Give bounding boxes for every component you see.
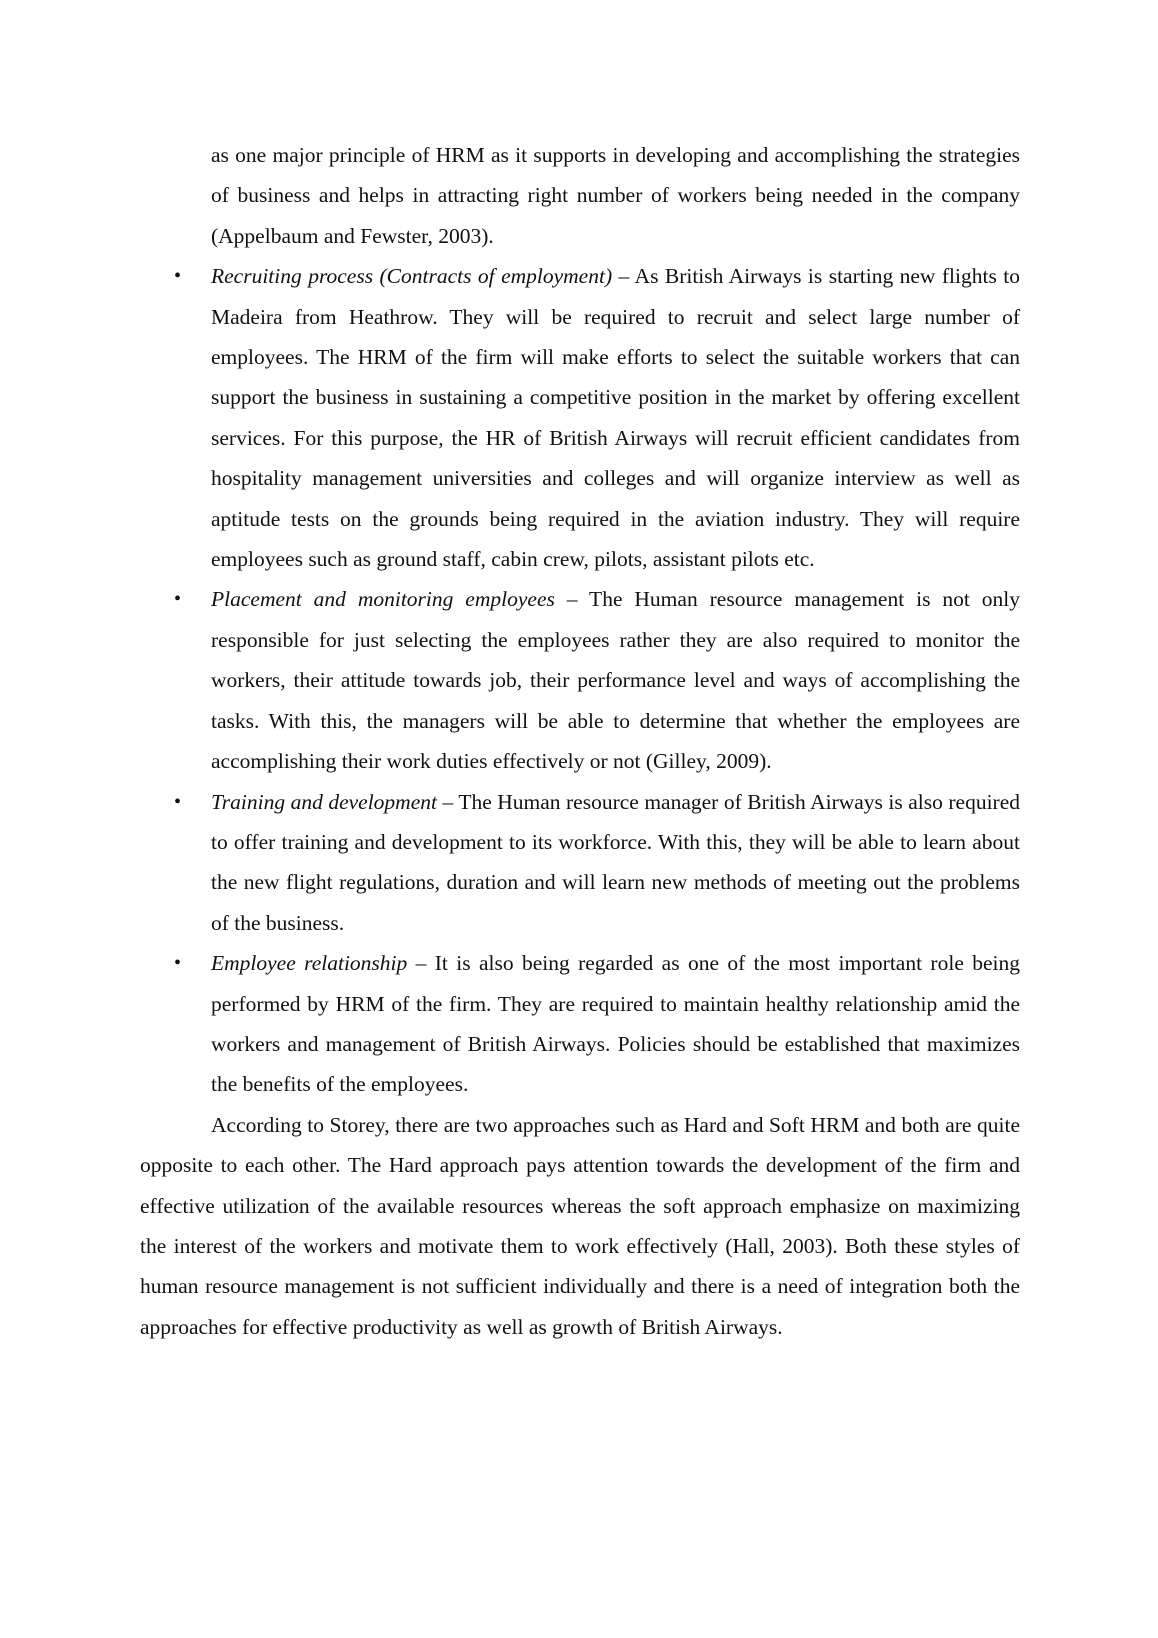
bullet-text: – It is also being regarded as one of the most important role being performed by HRM of the firm. They are required to maintain healthy relationship amid the workers and management of British Airways. Policies should be established that maximizes the benefits of the employees. [211,951,1020,1097]
bullet-icon: • [174,588,182,611]
bullet-icon: • [174,952,182,975]
bullet-term: Recruiting process (Contracts of employment) [211,264,613,289]
bullet-text: – As British Airways is starting new flights to Madeira from Heathrow. They will be required to recruit and select large number of employees. The HRM of the firm will make efforts to select the suitable workers that can support the business in sustaining a competitive position in the market by offering excellent services. For this purpose, the HR of British Airways will recruit efficient candidates from hospitality management universities and colleges and will organize interview as well as aptitude tests on the grounds being required in the aviation industry. They will require employees such as ground staff, cabin crew, pilots, assistant pilots etc. [211,264,1020,572]
bullet-icon: • [174,790,182,813]
list-item [140,256,1020,579]
continuation-paragraph: as one major principle of HRM as it supports in developing and accomplishing the strategies of business and helps in attracting right number of workers being needed in the company (Appelbaum and Fewster, 2003). [211,143,1020,248]
bullet-icon: • [174,265,182,288]
bullet-text: – The Human resource manager of British Airways is also required to offer training and development to its workforce. With this, they will be able to learn about the new flight regulations, duration and will learn new methods of meeting out the problems of the business. [211,789,1020,935]
bullet-term: Employee relationship [211,951,408,976]
bullet-text: – The Human resource management is not only responsible for just selecting the employees rather they are also required to monitor the workers, their attitude towards job, their performance level and ways of accomplishing the tasks. With this, the managers will be able to determine that whether the employees are accomplishing their work duties effectively or not (Gilley, 2009). [211,587,1020,774]
document-body [140,135,1020,1347]
list-item [140,782,1020,944]
hrm-functions-list [140,256,1020,1105]
bullet-term: Training and development [211,789,437,814]
bullet-term: Placement and monitoring employees [211,587,555,612]
list-item [140,579,1020,781]
list-item [140,943,1020,1105]
closing-paragraph: According to Storey, there are two approaches such as Hard and Soft HRM and both are quite opposite to each other. The Hard approach pays attention towards the development of the firm and effective utilization of the available resources whereas the soft approach emphasize on maximizing the interest of the workers and motivate them to work effectively (Hall, 2003). Both these styles of human resource management is not sufficient individually and there is a need of integration both the approaches for effective productivity as well as growth of British Airways. [140,1112,1020,1339]
